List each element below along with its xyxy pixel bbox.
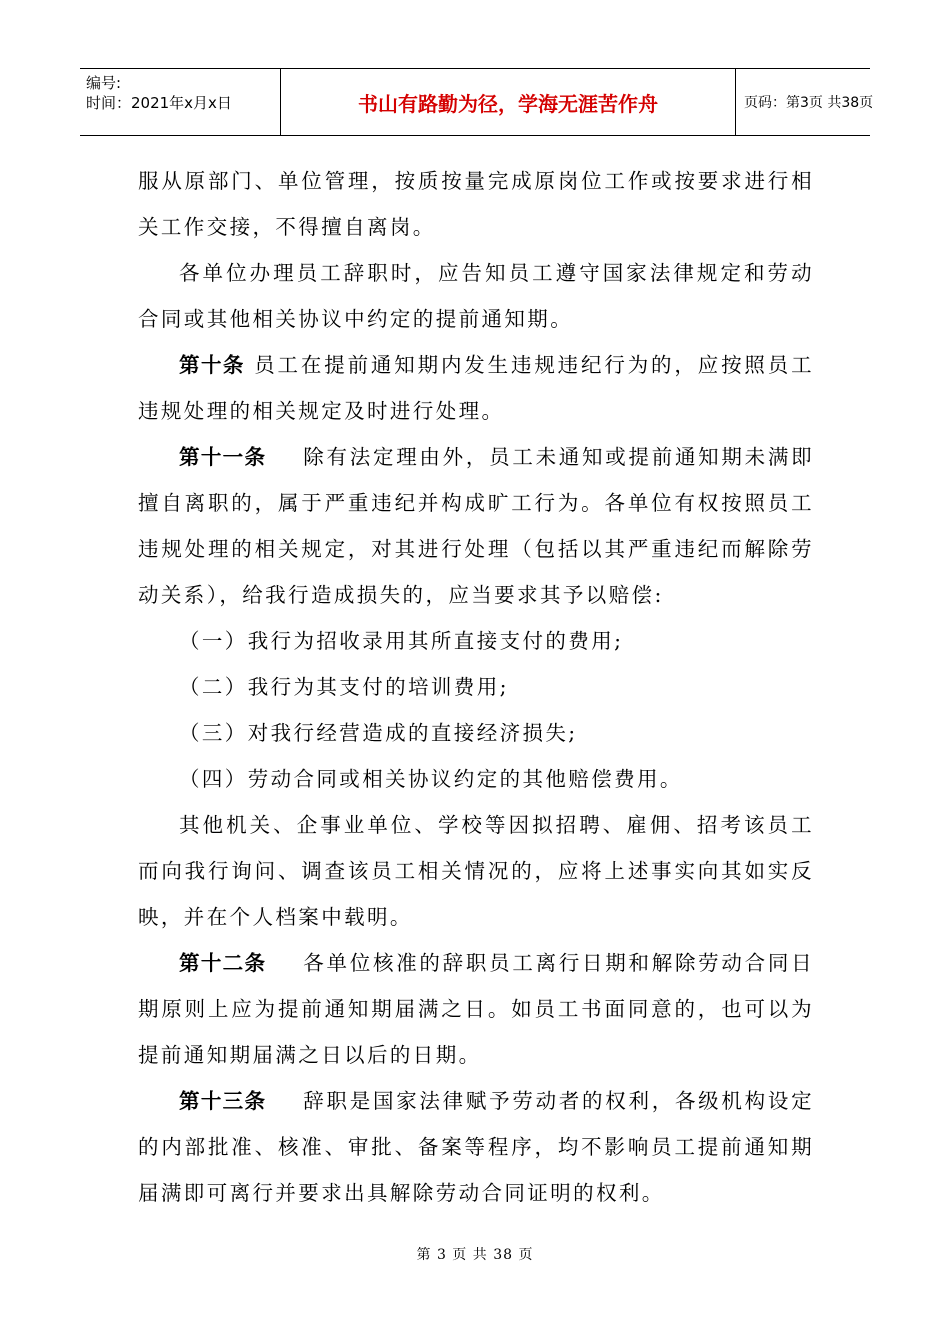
page-footer: 第 3 页 共 38 页: [416, 1247, 534, 1263]
article-11: [138, 434, 814, 618]
page-header: [80, 68, 874, 136]
article-13-title: 第十三条: [179, 1089, 267, 1113]
list-item: （三）对我行经营造成的直接经济损失;: [179, 721, 578, 745]
list-item: （四）劳动合同或相关协议约定的其他赔偿费用。: [179, 767, 683, 791]
article-11-text: 除有法定理由外，员工未通知或提前通知期未满即擅自离职的，属于严重违纪并构成旷工行为。各单位有权按照员工违规处理的相关规定，对其进行处理（包括以其严重违纪而解除劳动关系），给我行造成损失的，应当要求其予以赔偿:: [138, 445, 814, 607]
paragraph-resignation-notice: 各单位办理员工辞职时，应告知员工遵守国家法律规定和劳动合同或其他相关协议中约定的提前通知期。: [138, 261, 814, 331]
article-13: [138, 1078, 814, 1216]
article-13-text: 辞职是国家法律赋予劳动者的权利，各级机构设定的内部批准、核准、审批、备案等程序，均不影响员工提前通知期届满即可离行并要求出具解除劳动合同证明的权利。: [138, 1089, 814, 1205]
paragraph-other-inquiries: 其他机关、企事业单位、学校等因拟招聘、雇佣、招考该员工而向我行询问、调查该员工相关情况的，应将上述事实向其如实反映，并在个人档案中载明。: [138, 813, 814, 929]
list-item: （一）我行为招收录用其所直接支付的费用;: [179, 629, 624, 653]
article-12-text: 各单位核准的辞职员工离行日期和解除劳动合同日期原则上应为提前通知期届满之日。如员工书面同意的，也可以为提前通知期届满之日以后的日期。: [138, 951, 814, 1067]
article-12: [138, 940, 814, 1078]
article-12-title: 第十二条: [179, 951, 267, 975]
article-10-text: 员工在提前通知期内发生违规违纪行为的，应按照员工违规处理的相关规定及时进行处理。: [138, 353, 815, 423]
header-page-info: 页码：第3页 共38页: [744, 95, 874, 111]
paragraph-continuation: 服从原部门、单位管理，按质按量完成原岗位工作或按要求进行相关工作交接，不得擅自离岗。: [138, 169, 814, 239]
list-item: （二）我行为其支付的培训费用;: [179, 675, 509, 699]
article-10: [138, 342, 814, 434]
document-number-label: 编号:: [86, 74, 122, 92]
header-motto: 书山有路勤为径，学海无涯苦作舟: [281, 69, 736, 135]
header-meta: [80, 69, 281, 135]
document-body: [138, 158, 814, 1216]
article-10-title: 第十条: [179, 353, 245, 377]
document-date: 时间：2021年x月x日: [86, 94, 232, 112]
article-11-title: 第十一条: [179, 445, 267, 469]
